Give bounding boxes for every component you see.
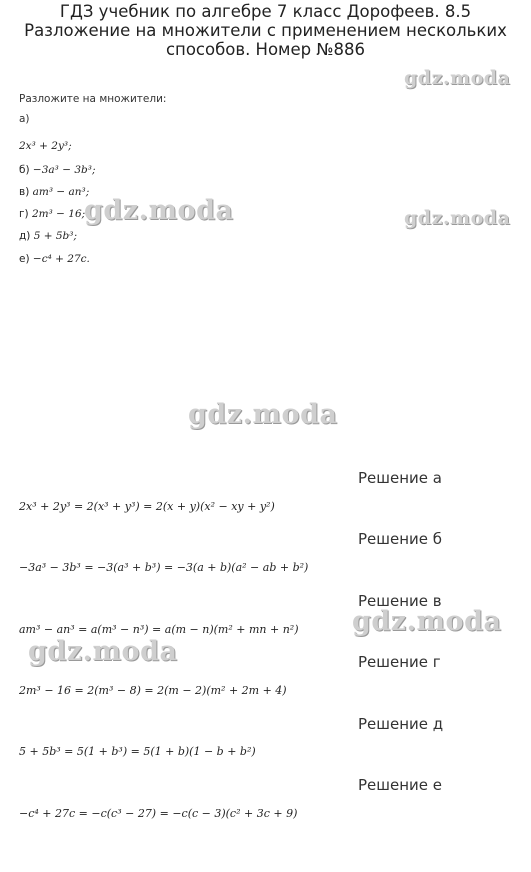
solution-expression: 2m³ − 16 = 2(m³ − 8) = 2(m − 2)(m² + 2m + 4) [19, 684, 287, 697]
watermark-right-mid: gdz.moda [404, 207, 511, 229]
page-title: ГДЗ учебник по алгебре 7 класс Дорофеев. 8.5 Разложение на множители с применением нескольких способов. Номер №886 [24, 2, 507, 59]
task-item [19, 230, 77, 242]
solution-expression: 5 + 5b³ = 5(1 + b³) = 5(1 + b)(1 − b + b²) [19, 745, 256, 758]
watermark-center: gdz.moda [188, 399, 338, 430]
task-item-expression: −3a³ − 3b³; [32, 164, 96, 176]
task-item [19, 140, 72, 152]
task-item [19, 253, 90, 265]
task-item-prefix: е) [19, 253, 30, 265]
solution-heading: Решение е [358, 776, 443, 794]
watermark-solution-left: gdz.moda [28, 636, 178, 667]
solution-heading: Решение б [358, 530, 443, 548]
task-item [19, 186, 89, 198]
watermark-top-right: gdz.moda [404, 67, 511, 89]
task-item-expression: 5 + 5b³; [33, 230, 78, 242]
task-item-a-label: а) [19, 113, 30, 125]
solution-expression: am³ − an³ = a(m³ − n³) = a(m − n)(m² + mn + n²) [19, 623, 299, 636]
task-item [19, 208, 85, 220]
task-item-expression: −c⁴ + 27c. [32, 253, 90, 265]
task-prompt: Разложите на множители: [19, 93, 167, 105]
solution-heading: Решение в [358, 592, 442, 610]
solution-expression: −3a³ − 3b³ = −3(a³ + b³) = −3(a + b)(a² − ab + b²) [19, 561, 309, 574]
task-item-expression: am³ − an³; [32, 186, 90, 198]
task-item-prefix: б) [19, 164, 30, 176]
solution-expression: −c⁴ + 27c = −c(c³ − 27) = −c(c − 3)(c² + 3c + 9) [19, 807, 298, 820]
solution-heading: Решение а [358, 469, 442, 487]
task-item-expression: 2m³ − 16; [31, 208, 86, 220]
solution-heading: Решение д [358, 715, 444, 733]
watermark-task: gdz.moda [84, 195, 234, 226]
task-item-prefix: г) [19, 208, 29, 220]
task-item-prefix: д) [19, 230, 31, 242]
solution-heading: Решение г [358, 653, 441, 671]
task-item-prefix: в) [19, 186, 30, 198]
task-item-expression: 2x³ + 2y³; [19, 140, 72, 152]
watermark-solution-right: gdz.moda [352, 606, 502, 637]
task-item [19, 164, 96, 176]
solution-expression: 2x³ + 2y³ = 2(x³ + y³) = 2(x + y)(x² − xy + y²) [19, 500, 275, 513]
